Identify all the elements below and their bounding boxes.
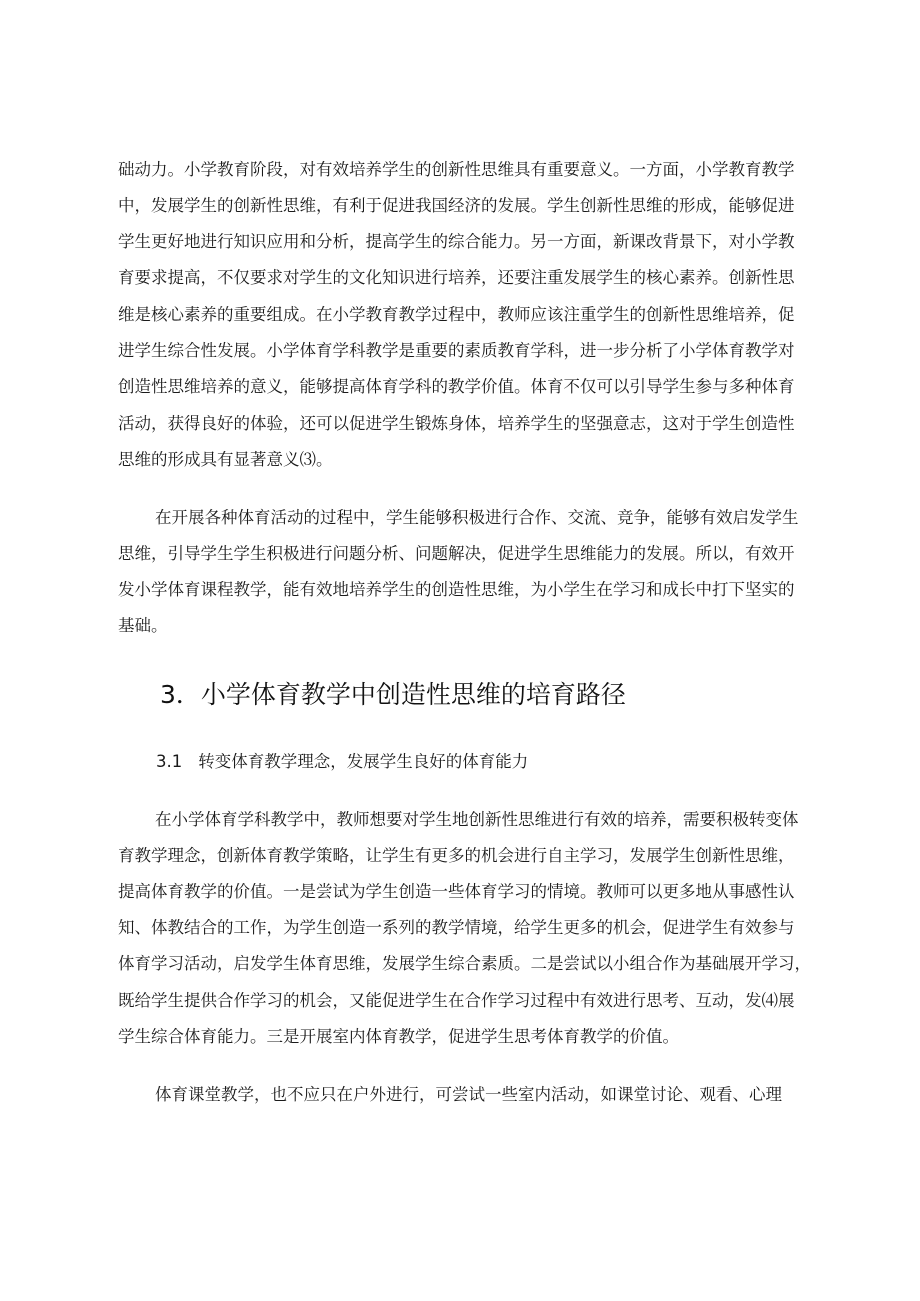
text-line: 进学生综合性发展。小学体育学科教学是重要的素质教育学科，进一步分析了小学体育教学对 xyxy=(118,341,795,360)
subsection-title: 转变体育教学理念，发展学生良好的体育能力 xyxy=(198,752,529,771)
text-line: 思维，引导学生学生积极进行问题分析、问题解决，促进学生思维能力的发展。所以，有效开 xyxy=(118,544,795,563)
text-line: 在小学体育学科教学中，教师想要对学生地创新性思维进行有效的培养，需要积极转变体 xyxy=(155,810,799,829)
text-line: 发小学体育课程教学，能有效地培养学生的创造性思维，为小学生在学习和成长中打下坚实的 xyxy=(118,580,795,599)
text-line: 活动，获得良好的体验，还可以促进学生锻炼身体，培养学生的坚强意志，这对于学生创造性 xyxy=(118,414,795,433)
text-line: 体育课堂教学，也不应只在户外进行，可尝试一些室内活动，如课堂讨论、观看、心理 xyxy=(155,1085,782,1104)
text-line: 既给学生提供合作学习的机会，又能促进学生在合作学习过程中有效进行思考、互动，发⑷展 xyxy=(118,991,795,1010)
section-heading: 3．小学体育教学中创造性思维的培育路径 xyxy=(160,680,626,709)
text-line: 体育学习活动，启发学生体育思维，发展学生综合素质。二是尝试以小组合作为基础展开学习， xyxy=(118,954,811,973)
text-line: 学生更好地进行知识应用和分析，提高学生的综合能力。另一方面，新课改背景下，对小学教 xyxy=(118,232,795,251)
text-line: 维是核心素养的重要组成。在小学教育教学过程中，教师应该注重学生的创新性思维培养，促 xyxy=(118,305,795,324)
text-line: 在开展各种体育活动的过程中，学生能够积极进行合作、交流、竞争，能够有效启发学生 xyxy=(155,508,799,527)
text-line: 思维的形成具有显著意义⑶。 xyxy=(118,450,333,469)
text-line: 创造性思维培养的意义，能够提高体育学科的教学价值。体育不仅可以引导学生参与多种体育 xyxy=(118,377,795,396)
text-line: 知、体教结合的工作，为学生创造一系列的教学情境，给学生更多的机会，促进学生有效参与 xyxy=(118,918,795,937)
text-line: 提高体育教学的价值。一是尝试为学生创造一些体育学习的情境。教师可以更多地从事感性认 xyxy=(118,882,795,901)
subsection-heading xyxy=(156,752,528,772)
text-line: 学生综合体育能力。三是开展室内体育教学，促进学生思考体育教学的价值。 xyxy=(118,1027,679,1046)
text-line: 育教学理念，创新体育教学策略，让学生有更多的机会进行自主学习，发展学生创新性思维， xyxy=(118,846,795,865)
text-line: 础动力。小学教育阶段，对有效培养学生的创新性思维具有重要意义。一方面，小学教育教学 xyxy=(118,160,795,179)
subsection-number: 3.1 xyxy=(156,752,183,771)
text-line: 中，发展学生的创新性思维，有利于促进我国经济的发展。学生创新性思维的形成，能够促进 xyxy=(118,196,795,215)
text-line: 育要求提高，不仅要求对学生的文化知识进行培养，还要注重发展学生的核心素养。创新性思 xyxy=(118,268,795,287)
text-line: 基础。 xyxy=(118,616,168,635)
